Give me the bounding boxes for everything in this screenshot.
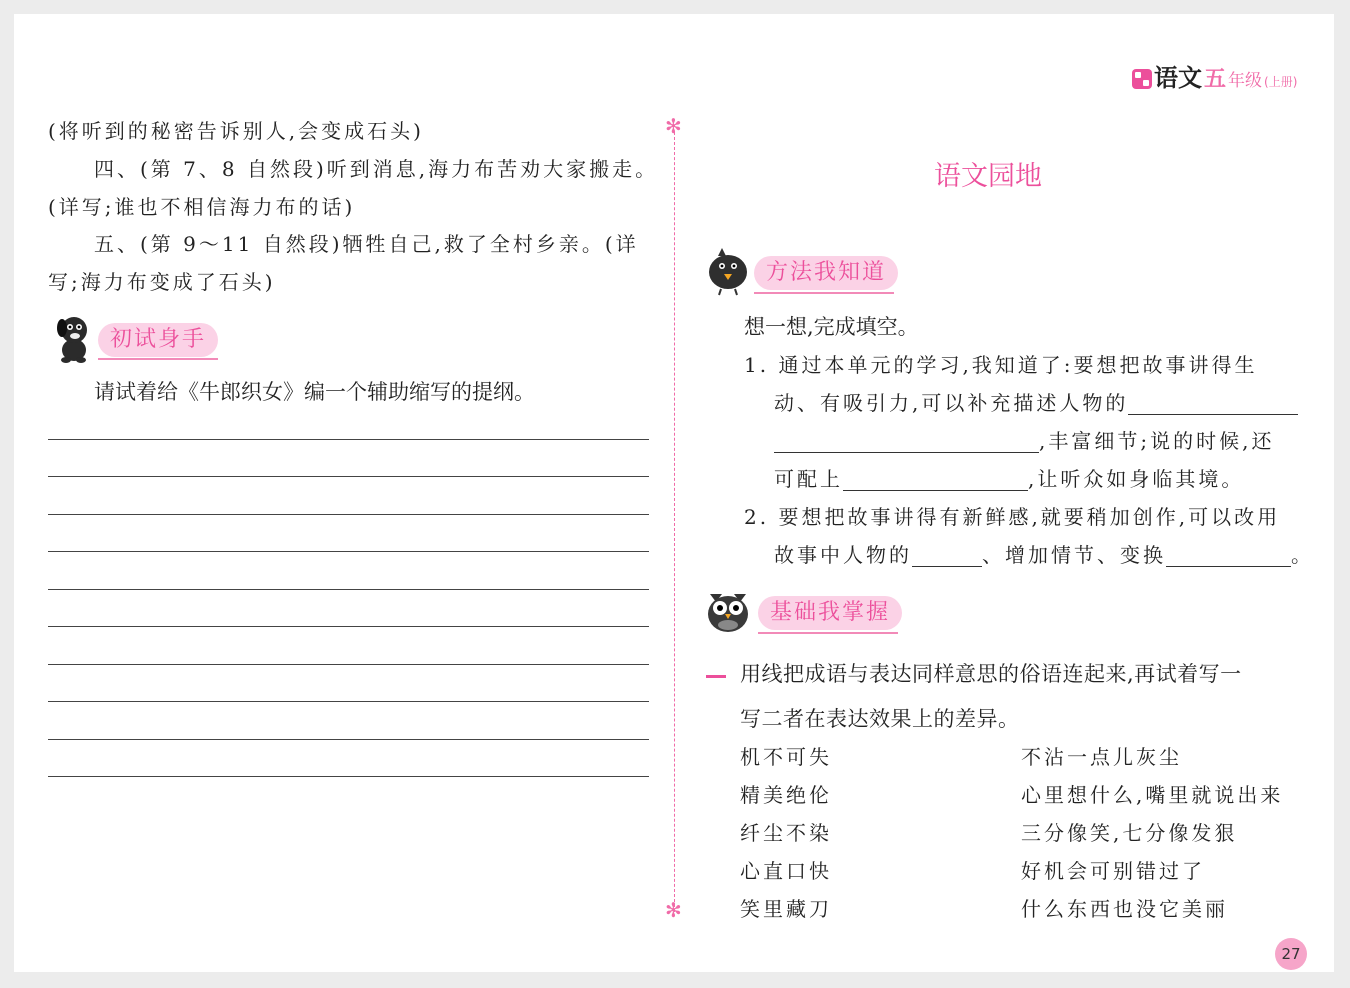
workbook-page	[14, 14, 1334, 972]
outline-line-1: (将听到的秘密告诉别人,会变成石头)	[48, 119, 424, 143]
q1-line-4-row	[774, 467, 1244, 491]
q2-line-1: 2. 要想把故事讲得有新鲜感,就要稍加创作,可以改用	[744, 505, 1281, 529]
saying-item[interactable]: 好机会可别错过了	[1021, 859, 1205, 883]
idiom-item[interactable]: 机不可失	[740, 745, 832, 769]
page-divider	[674, 132, 675, 912]
exercise-number-marker	[706, 675, 726, 678]
section-title-method: 方法我知道	[754, 256, 898, 290]
writing-line[interactable]	[48, 739, 649, 740]
puppy-icon	[50, 312, 96, 364]
q2-line-2-row	[774, 543, 1314, 567]
textbook-badge	[1132, 58, 1297, 93]
saying-item[interactable]: 心里想什么,嘴里就说出来	[1021, 783, 1284, 807]
writing-line[interactable]	[48, 551, 649, 552]
page-title: 语文园地	[934, 161, 1042, 192]
saying-item[interactable]: 三分像笑,七分像发狠	[1021, 821, 1238, 845]
flower-icon: ✻	[665, 114, 682, 138]
exercise-instruction-2: 写二者在表达效果上的差异。	[740, 707, 1020, 731]
writing-line[interactable]	[48, 701, 649, 702]
q1-line-2: 动、有吸引力,可以补充描述人物的	[774, 391, 1129, 415]
section-underline	[754, 292, 894, 294]
q1-line-1: 1. 通过本单元的学习,我知道了:要想把故事讲得生	[744, 353, 1258, 377]
q1-line-3: ,丰富细节;说的时候,还	[1039, 429, 1275, 453]
outline-line-2: 四、(第 7、8 自然段)听到消息,海力布苦劝大家搬走。	[94, 157, 659, 181]
writing-line[interactable]	[48, 476, 649, 477]
answer-blank[interactable]	[843, 470, 1028, 491]
outline-line-3: (详写;谁也不相信海力布的话)	[48, 195, 356, 219]
idiom-item[interactable]: 笑里藏刀	[740, 897, 832, 921]
answer-blank[interactable]	[1128, 394, 1298, 415]
grade-number: 五	[1204, 67, 1227, 92]
q1-line-3-row	[774, 429, 1274, 453]
outline-line-5: 写;海力布变成了石头)	[48, 270, 276, 294]
writing-line[interactable]	[48, 626, 649, 627]
exercise-instruction-1: 用线把成语与表达同样意思的俗语连起来,再试着写一	[740, 662, 1242, 686]
q1-line-4a: 可配上	[774, 467, 843, 491]
q2-line-2b: 、增加情节、变换	[982, 543, 1166, 567]
answer-blank[interactable]	[774, 432, 1039, 453]
section-underline	[758, 632, 898, 634]
idiom-item[interactable]: 心直口快	[740, 859, 832, 883]
textbook-logo-icon	[1132, 69, 1152, 89]
writing-line[interactable]	[48, 514, 649, 515]
writing-prompt: 请试着给《牛郎织女》编一个辅助缩写的提纲。	[94, 380, 535, 404]
q2-line-2a: 故事中人物的	[774, 543, 912, 567]
saying-item[interactable]: 什么东西也没它美丽	[1021, 897, 1228, 921]
section-title-try: 初试身手	[98, 323, 218, 357]
idiom-item[interactable]: 精美绝伦	[740, 783, 832, 807]
flower-icon: ✻	[665, 898, 682, 922]
section-title-basics: 基础我掌握	[758, 596, 902, 630]
fill-intro: 想一想,完成填空。	[744, 315, 919, 339]
subject-title: 语文	[1154, 64, 1202, 92]
owl-icon	[702, 584, 754, 636]
bird-icon	[704, 244, 752, 296]
grade-label: 年级	[1228, 71, 1263, 91]
writing-line[interactable]	[48, 776, 649, 777]
section-underline	[98, 358, 218, 360]
q1-line-4b: ,让听众如身临其境。	[1028, 467, 1245, 491]
idiom-item[interactable]: 纤尘不染	[740, 821, 832, 845]
answer-blank[interactable]	[912, 546, 982, 567]
q1-line-2-row	[774, 391, 1298, 415]
q2-line-2c: 。	[1291, 543, 1314, 567]
outline-line-4: 五、(第 9～11 自然段)牺牲自己,救了全村乡亲。(详	[94, 232, 639, 256]
answer-blank[interactable]	[1166, 546, 1291, 567]
writing-line[interactable]	[48, 439, 649, 440]
page-number: 27	[1275, 938, 1307, 970]
volume-label: (上册)	[1264, 75, 1298, 89]
writing-line[interactable]	[48, 664, 649, 665]
writing-line[interactable]	[48, 589, 649, 590]
saying-item[interactable]: 不沾一点儿灰尘	[1021, 745, 1182, 769]
